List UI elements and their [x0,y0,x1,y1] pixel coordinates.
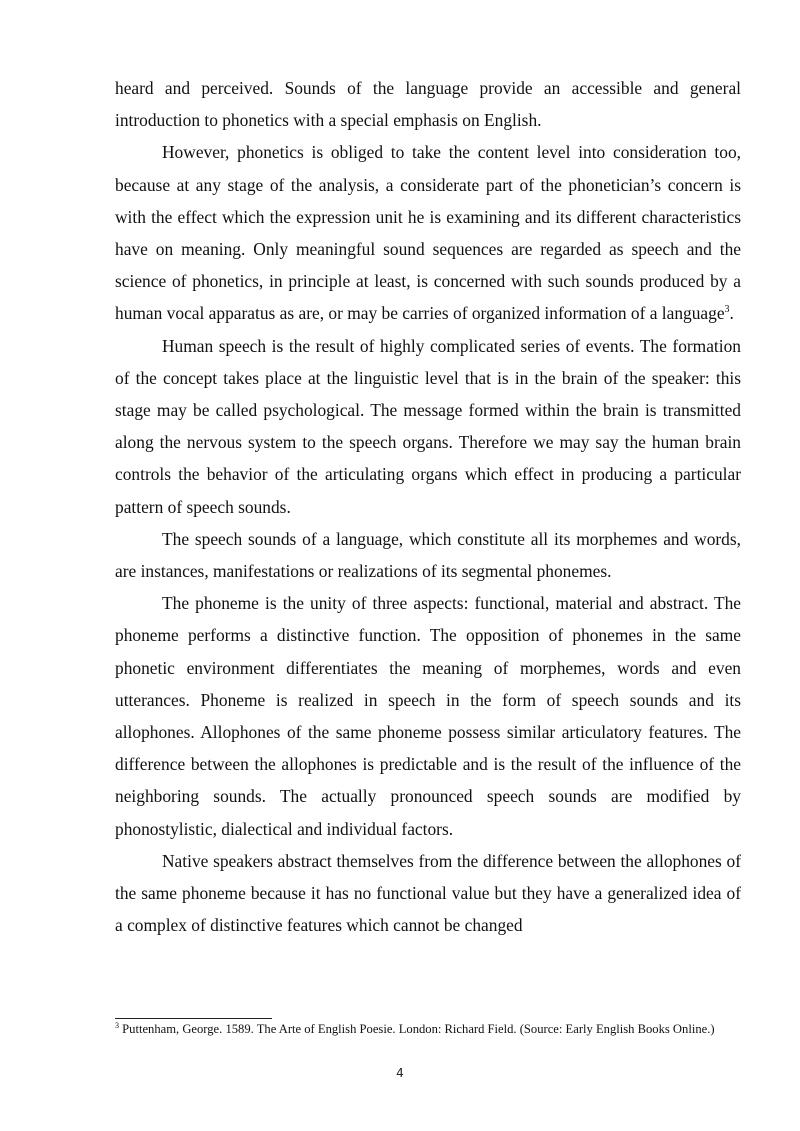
body-text [115,72,741,941]
paragraph-text: Human speech is the result of highly complicated series of events. The formation of the concept takes place at the linguistic level that is in the brain of the speaker: this stage may be called psychological. The message formed within the brain is transmitted along the nervous system to the speech organs. Therefore we may say the human brain controls the behavior of the articulating organs which effect in producing a particular pattern of speech sounds. [115,335,741,517]
paragraph-6 [115,845,741,942]
paragraph-2 [115,136,741,329]
paragraph-text: The speech sounds of a language, which constitute all its morphemes and words, are instances, manifestations or realizations of its segmental phonemes. [115,528,741,582]
paragraph-1 [115,72,741,136]
footnote [115,1021,741,1038]
paragraph-text: However, phonetics is obliged to take the content level into consideration too, because at any stage of the analysis, a considerate part of the phonetician’s concern is with the effect which the expression unit he is examining and its different characteristics have on meaning. Only meaningful sound sequences are regarded as speech and the science of phonetics, in principle at least, is concerned with such sounds produced by a human vocal apparatus as are, or may be carries of organized information of a language [115,142,741,324]
footnote-marker: 3 [115,1020,119,1030]
paragraph-text: The phoneme is the unity of three aspects: functional, material and abstract. The phoneme performs a distinctive function. The opposition of phonemes in the same phonetic environment differentiates the meaning of morphemes, words and even utterances. Phoneme is realized in speech in the form of speech sounds and its allophones. Allophones of the same phoneme possess similar articulatory features. The difference between the allophones is predictable and is the result of the influence of the neighboring sounds. The actually pronounced speech sounds are modified by phonostylistic, dialectical and individual factors. [115,593,741,839]
paragraph-end-punctuation: . [729,303,734,324]
footnote-text: Puttenham, George. 1589. The Arte of English Poesie. London: Richard Field. (Source: Early English Books Online.) [119,1022,715,1036]
paragraph-text: heard and perceived. Sounds of the language provide an accessible and general introduction to phonetics with a special emphasis on English. [115,78,741,131]
paragraph-3 [115,330,741,523]
paragraph-text: Native speakers abstract themselves from the difference between the allophones of the same phoneme because it has no functional value but they have a generalized idea of a complex of distinctive features which cannot be changed [115,850,741,936]
paragraph-5 [115,587,741,845]
paragraph-4 [115,523,741,587]
footnote-reference[interactable]: 3 [724,304,730,316]
page-number: 4 [396,1066,404,1080]
footnote-separator [115,1018,272,1019]
